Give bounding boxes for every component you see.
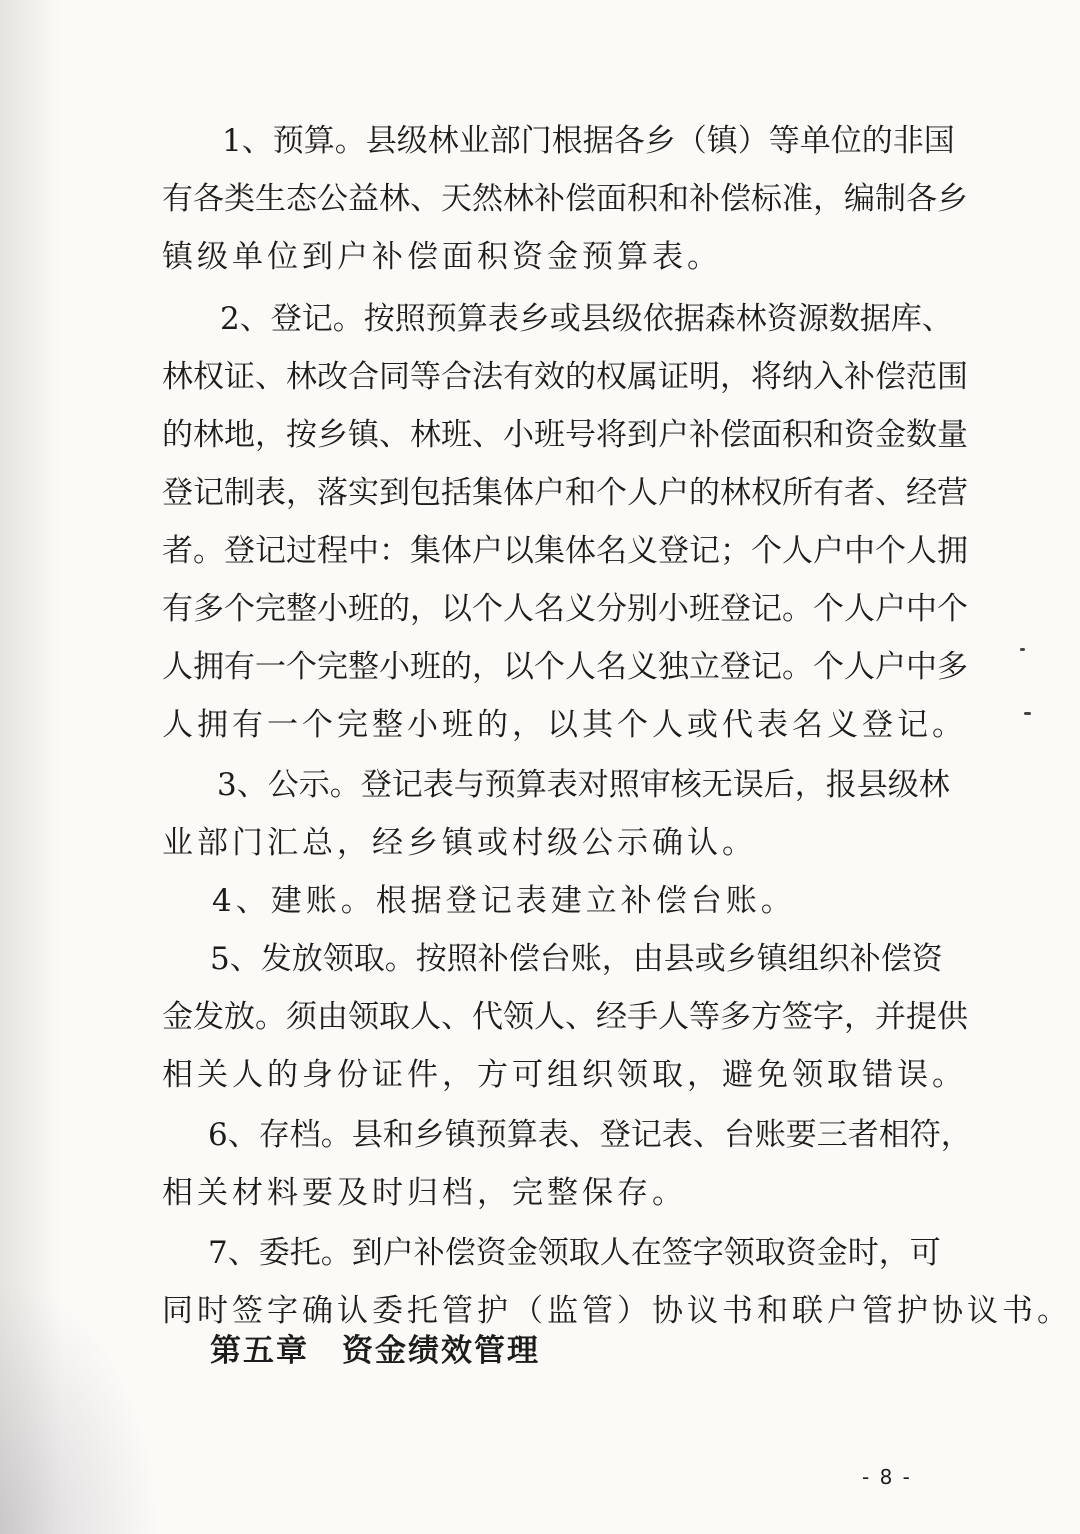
paragraph-line: 人拥有一个完整小班的，以其个人或代表名义登记。 <box>162 707 967 743</box>
paragraph-line: 林 权 证 、 林 改 合 同 等 合 法 有 效 的 权 属 证 明 ， 将 纳 入 补 偿 范 围 <box>162 359 968 395</box>
paragraph-line: 3 、 公 示 。 登 记 表 与 预 算 表 对 照 审 核 无 误 后 ， 报 县 级 林 <box>217 767 950 803</box>
page-number: - 8 - <box>862 1465 912 1489</box>
paragraph-line: 人 拥 有 一 个 完 整 小 班 的 ， 以 个 人 名 义 独 立 登 记 。 个 人 户 中 多 <box>162 649 968 685</box>
chapter-heading: 第五章 资金绩效管理 <box>210 1333 540 1369</box>
paragraph-line: 1 、 预 算 。 县 级 林 业 部 门 根 据 各 乡 （ 镇 ） 等 单 位 的 非 国 <box>222 123 955 159</box>
paragraph-line: 7 、 委 托 。 到 户 补 偿 资 金 领 取 人 在 签 字 领 取 资 金 时 ， 可 <box>208 1235 941 1271</box>
margin-speck <box>1024 712 1031 715</box>
paragraph-line: 有 各 类 生 态 公 益 林 、 天 然 林 补 偿 面 积 和 补 偿 标 准 ， 编 制 各 乡 <box>162 181 968 217</box>
paragraph-line: 有 多 个 完 整 小 班 的 ， 以 个 人 名 义 分 别 小 班 登 记 。 个 人 户 中 个 <box>162 591 968 627</box>
paragraph-line: 同时签字确认委托管护（监管）协议书和联户管护协议书。 <box>162 1293 1072 1329</box>
paragraph-line: 6 、 存 档 。 县 和 乡 镇 预 算 表 、 登 记 表 、 台 账 要 三 者 相 符 ， <box>208 1117 972 1153</box>
margin-speck <box>1020 648 1025 651</box>
paragraph-line: 业部门汇总，经乡镇或村级公示确认。 <box>162 825 757 861</box>
paragraph-line: 4、建账。根据登记表建立补偿台账。 <box>212 883 796 919</box>
paragraph-line: 相关材料要及时归档，完整保存。 <box>162 1175 687 1211</box>
paragraph-line: 登 记 制 表 ， 落 实 到 包 括 集 体 户 和 个 人 户 的 林 权 所 有 者 、 经 营 <box>162 475 968 511</box>
paragraph-line: 者 。 登 记 过 程 中 ： 集 体 户 以 集 体 名 义 登 记 ； 个 人 户 中 个 人 拥 <box>162 533 968 569</box>
paragraph-line: 金 发 放 。 须 由 领 取 人 、 代 领 人 、 经 手 人 等 多 方 签 字 ， 并 提 供 <box>162 999 968 1035</box>
paragraph-line: 相关人的身份证件，方可组织领取，避免领取错误。 <box>162 1057 967 1093</box>
paragraph-line: 镇级单位到户补偿面积资金预算表。 <box>162 239 722 275</box>
paragraph-line: 2 、 登 记 。 按 照 预 算 表 乡 或 县 级 依 据 森 林 资 源 数 据 库 、 <box>220 301 953 337</box>
page-corner-shadow <box>0 1280 160 1534</box>
paragraph-line: 5 、 发 放 领 取 。 按 照 补 偿 台 账 ， 由 县 或 乡 镇 组 织 补 偿 资 <box>210 941 943 977</box>
paragraph-line: 的 林 地 ， 按 乡 镇 、 林 班 、 小 班 号 将 到 户 补 偿 面 积 和 资 金 数 量 <box>162 417 968 453</box>
